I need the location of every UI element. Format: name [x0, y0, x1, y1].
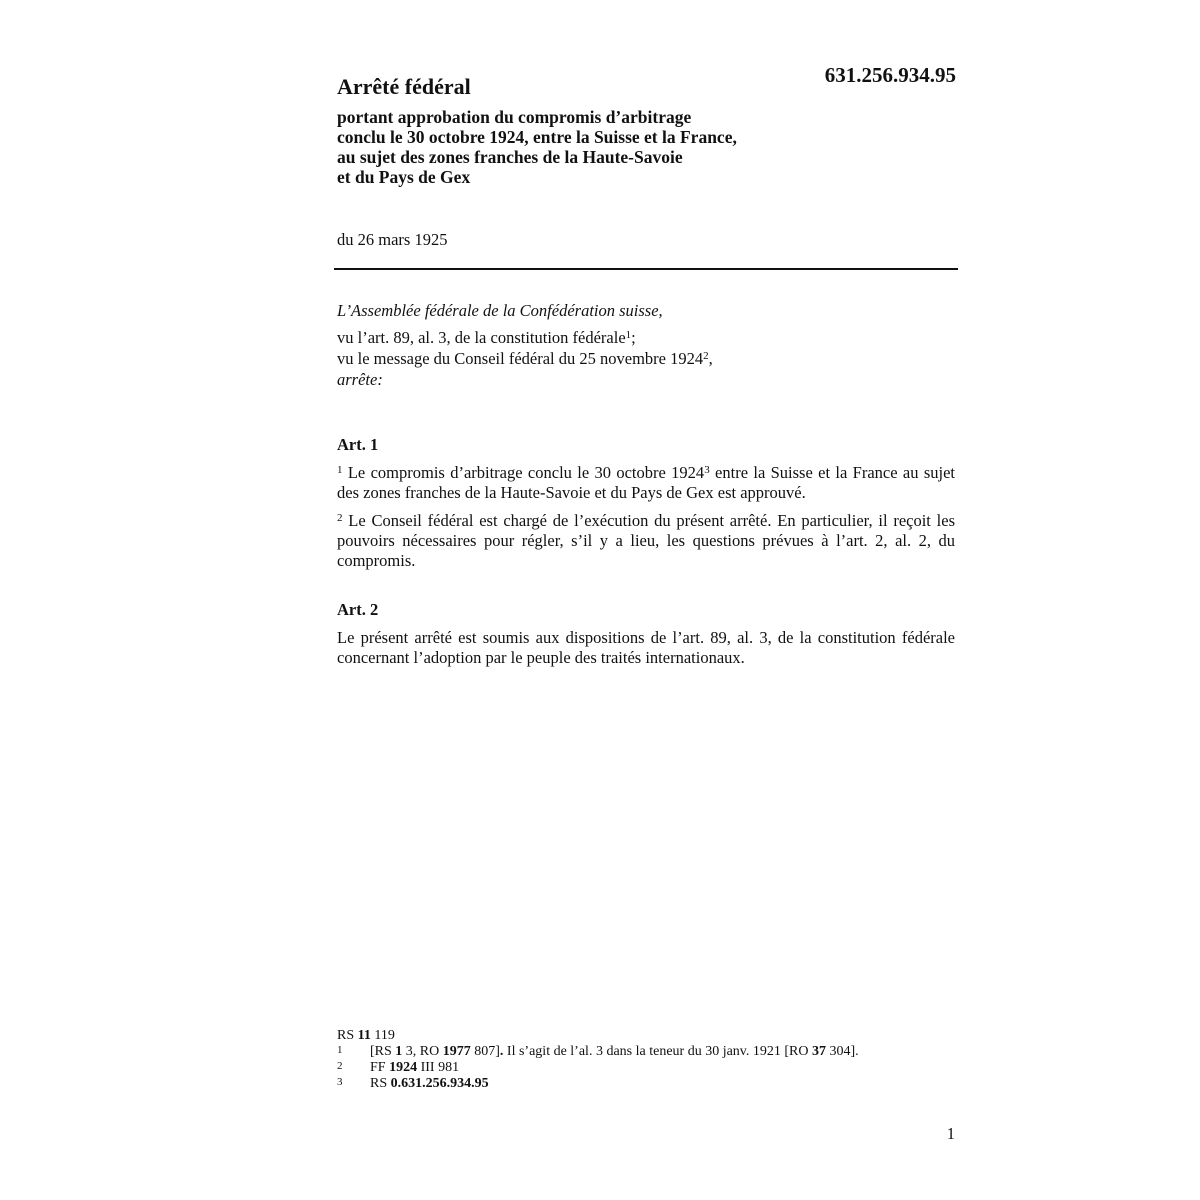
document-date: du 26 mars 1925 — [337, 230, 448, 249]
footnote-ref[interactable]: 3 — [704, 464, 710, 476]
rs-reference — [337, 1028, 957, 1044]
preamble-line — [337, 348, 957, 369]
subtitle-line: et du Pays de Gex — [337, 167, 471, 187]
rs-prefix: RS — [337, 1028, 358, 1043]
footnote-ref[interactable]: 1 — [625, 329, 632, 341]
footnote-text: FF 1924 III 981 — [370, 1060, 460, 1075]
paragraph-text: entre la Suisse et la France au sujet des zones franches de la Haute-Savoie et du Pays de Gex est approuvé. — [337, 463, 955, 502]
footnote-text: RS 0.631.256.934.95 — [370, 1076, 489, 1091]
footnote-number: 3 — [337, 1076, 343, 1088]
footnote-1 — [337, 1044, 957, 1060]
preamble-decrees: arrête: — [337, 370, 383, 389]
article-2-paragraph: Le présent arrêté est soumis aux dispositions de l’art. 89, al. 3, de la constitution fédérale concernant l’adoption par le peuple des traités internationaux. — [337, 628, 955, 667]
preamble-text: vu le message du Conseil fédéral du 25 novembre 1924 — [337, 349, 704, 368]
footnote-2 — [337, 1060, 957, 1076]
paragraph-number: 1 — [337, 464, 343, 476]
article-1-paragraph-2 — [337, 511, 955, 571]
preamble-line — [337, 327, 957, 348]
subtitle-line: portant approbation du compromis d’arbitrage — [337, 107, 692, 127]
paragraph-number: 2 — [337, 512, 343, 524]
paragraph-text: Le compromis d’arbitrage conclu le 30 octobre 1924 — [342, 463, 705, 482]
footnote-3 — [337, 1076, 957, 1092]
footnote-ref[interactable]: 2 — [703, 350, 709, 362]
article-2-heading: Art. 2 — [337, 600, 379, 619]
article-1-heading: Art. 1 — [337, 435, 379, 454]
preamble-text: vu l’art. 89, al. 3, de la constitution fédérale — [337, 328, 626, 347]
footnote-number: 1 — [337, 1044, 343, 1056]
rs-page: 119 — [370, 1028, 395, 1043]
preamble — [337, 300, 957, 390]
header-divider — [334, 268, 958, 270]
subtitle-line: au sujet des zones franches de la Haute-Savoie — [337, 147, 683, 167]
subtitle-line: conclu le 30 octobre 1924, entre la Suisse et la France, — [337, 127, 737, 147]
punctuation: ; — [631, 328, 636, 347]
document-title: Arrêté fédéral — [337, 74, 471, 99]
punctuation: , — [708, 349, 713, 368]
article-1-paragraph-1 — [337, 463, 955, 503]
document-subtitle — [337, 107, 957, 187]
page-number: 1 — [946, 1124, 955, 1143]
footnote-text: [RS 1 3, RO 1977 807]. Il s’agit de l’al. 3 dans la teneur du 30 janv. 1921 [RO 37 304]. — [370, 1044, 859, 1059]
footnotes — [337, 1028, 957, 1092]
system-number: 631.256.934.95 — [824, 63, 956, 87]
preamble-assembly: L’Assemblée fédérale de la Confédération suisse, — [337, 301, 663, 320]
paragraph-text: Le Conseil fédéral est chargé de l’exécution du présent arrêté. En particulier, il reçoit les pouvoirs nécessaires pour régler, s’il y a lieu, les questions prévues à l’art. 2, al. 2, du compromis. — [337, 511, 955, 570]
footnote-number: 2 — [337, 1060, 343, 1072]
rs-volume: 11 — [357, 1028, 371, 1043]
